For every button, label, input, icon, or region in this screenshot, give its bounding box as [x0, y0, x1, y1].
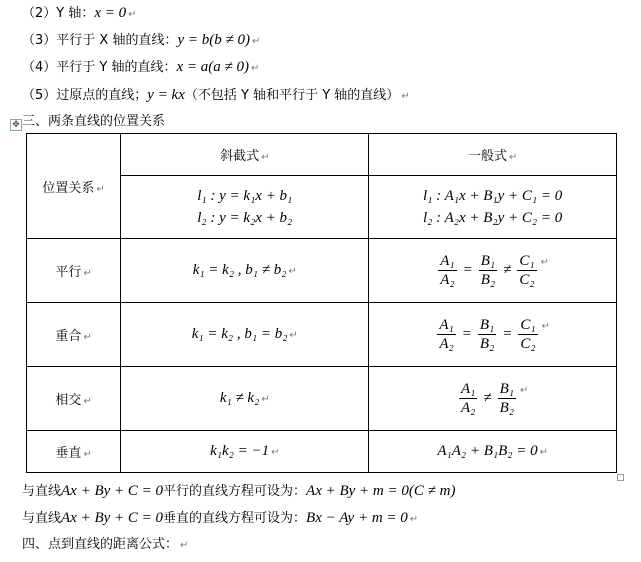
fraction: $\frac{\text{B₁}}{\text{B₂}}$	[499, 381, 514, 416]
header-general: 一般式 ↵	[369, 134, 617, 176]
fraction: $\frac{\text{B₁}}{\text{B₂}}$	[480, 253, 496, 288]
math-expr: x = 0	[94, 5, 127, 21]
intro-line-4: （4）平行于 Y 轴的直线：x = a(a ≠ 0) ↵	[22, 59, 260, 75]
table-row	[27, 303, 617, 367]
general-forms-cell: l₁ : A₁x + B₁y + C₁ = 0 l₂ : A₂x + B₂y + C₂ = 0	[369, 176, 617, 239]
fraction: $\frac{\text{C₁}}{\text{C₂}}$	[520, 317, 536, 352]
math-expr: y = kx	[147, 87, 185, 103]
slope-forms-cell: l₁ : y = k₁x + b₁ l₂ : y = k₂x + b₂	[121, 176, 369, 239]
slope-condition-cell: k₁ = k₂ , b₁ = b₂ ↵	[121, 303, 369, 367]
general-condition-cell: $\frac{\text{A₁}}{\text{A₂}}$ ≠ $\frac{\text{B₁}}{\text{B₂}}$ ↵	[369, 367, 617, 431]
general-condition-cell: $\frac{\text{A₁}}{\text{A₂}}$ = $\frac{\text{B₁}}{\text{B₂}}$ ≠ $\frac{\text{C₁}}{\text{C₂}}$ ↵	[369, 239, 617, 303]
table-row	[27, 431, 617, 473]
slope-condition-cell: k₁k₂ = −1 ↵	[121, 431, 369, 473]
fraction: $\frac{\text{B₁}}{\text{B₂}}$	[479, 317, 495, 352]
relation-cell: 平行 ↵	[27, 239, 121, 303]
math-expr: x = a(a ≠ 0)	[176, 59, 249, 75]
fraction: $\frac{\text{C₁}}{\text{C₂}}$	[519, 253, 535, 288]
position-label-cell: 位置关系 ↵	[27, 134, 121, 239]
math-expr: y = b(b ≠ 0)	[177, 32, 250, 48]
section3-title: 三、两条直线的位置关系	[22, 114, 166, 129]
table-resize-handle[interactable]	[617, 474, 624, 481]
fraction: $\frac{\text{A₁}}{\text{A₂}}$	[440, 253, 455, 288]
slope-condition-cell: k₁ = k₂ , b₁ ≠ b₂ ↵	[121, 239, 369, 303]
relation-cell: 垂直 ↵	[27, 431, 121, 473]
intro-line-2: （2）Y 轴：x = 0 ↵	[22, 5, 137, 21]
perpendicular-line-note: 与直线Ax + By + C = 0垂直的直线方程可设为：Bx − Ay + m = 0 ↵	[22, 510, 419, 526]
intro-line-3: （3）平行于 X 轴的直线：y = b(b ≠ 0) ↵	[22, 32, 261, 48]
relation-table	[26, 133, 617, 473]
fraction: $\frac{\text{A₁}}{\text{A₂}}$	[460, 381, 476, 416]
relation-cell: 相交 ↵	[27, 367, 121, 431]
general-condition-cell: A₁A₂ + B₁B₂ = 0 ↵	[369, 431, 617, 473]
fraction: $\frac{\text{A₁}}{\text{A₂}}$	[439, 317, 454, 352]
table-row	[27, 134, 617, 176]
table-row	[27, 239, 617, 303]
section4-title: 四、点到直线的距离公式： ↵	[22, 537, 189, 552]
relation-cell: 重合 ↵	[27, 303, 121, 367]
table-row	[27, 367, 617, 431]
table-move-handle-icon[interactable]: ✥	[10, 119, 22, 131]
parallel-line-note: 与直线Ax + By + C = 0平行的直线方程可设为：Ax + By + m = 0(C ≠ m)	[22, 483, 456, 499]
intro-line-5: （5）过原点的直线；y = kx（不包括 Y 轴和平行于 Y 轴的直线） ↵	[22, 87, 410, 103]
slope-condition-cell: k₁ ≠ k₂ ↵	[121, 367, 369, 431]
general-condition-cell: $\frac{\text{A₁}}{\text{A₂}}$ = $\frac{\text{B₁}}{\text{B₂}}$ = $\frac{\text{C₁}}{\text{C₂}}$ ↵	[369, 303, 617, 367]
header-slope: 斜截式 ↵	[121, 134, 369, 176]
